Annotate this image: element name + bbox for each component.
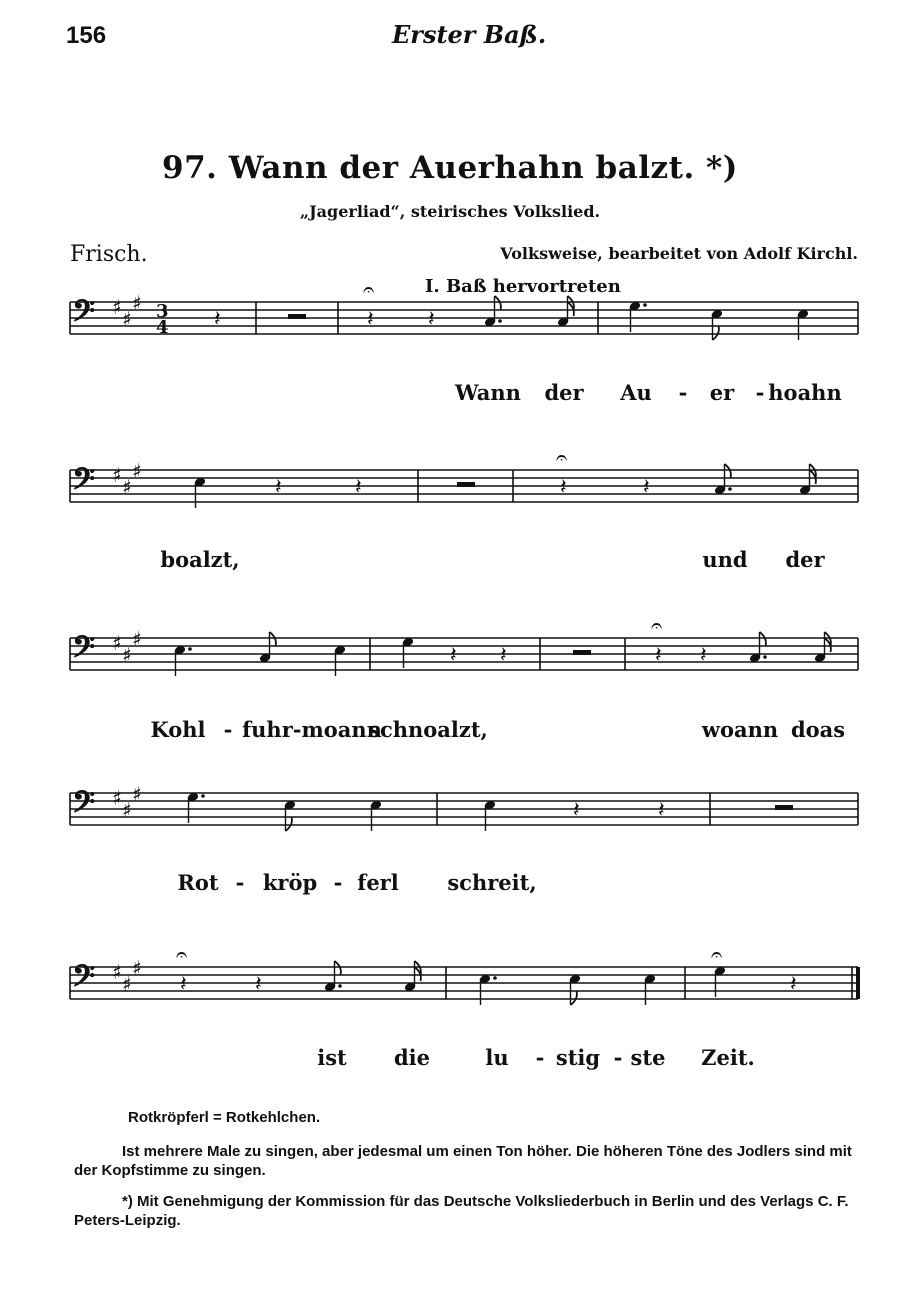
lyric-hyphen: - (235, 870, 245, 895)
quarter-rest-icon: 𝄽 (367, 307, 374, 332)
lyric-syllable: ist (317, 1045, 347, 1070)
lyric-syllable: die (393, 1045, 431, 1070)
fermata-icon: 𝄐 (176, 942, 188, 966)
sharp-icon: ♯ (122, 475, 132, 499)
lyric-syllable: schreit, (447, 870, 537, 895)
lyric-syllable: Rot (177, 870, 219, 895)
augmentation-dot (338, 984, 342, 988)
footnote-glossary: Rotkröpferl = Rotkehlchen. (128, 1109, 321, 1126)
lyric-hyphen: - (678, 380, 688, 405)
lyric-hyphen: - (333, 870, 343, 895)
sharp-icon: ♯ (112, 463, 122, 487)
sharp-icon: ♯ (132, 291, 142, 315)
quarter-rest-icon: 𝄽 (275, 475, 282, 500)
sharp-icon: ♯ (122, 307, 132, 331)
augmentation-dot (188, 647, 192, 651)
augmentation-dot (201, 794, 205, 798)
sharp-icon: ♯ (112, 786, 122, 810)
lyric-syllable: woann (701, 717, 779, 742)
lyric-syllable: schnoalzt, (368, 717, 488, 742)
fermata-icon: 𝄐 (651, 613, 663, 637)
arranger-attribution: Volksweise, bearbeitet von Adolf Kirchl. (500, 244, 858, 263)
lyric-hyphen: - (755, 380, 765, 405)
footnote-repeat-note: Ist mehrere Male zu singen, aber jedesmal um einen Ton höher. Die höheren Töne des Jodlers sind mit der Kopfstimme zu singen. (74, 1143, 852, 1179)
lyric-syllable: ferl (357, 870, 399, 895)
fermata-icon: 𝄐 (556, 445, 568, 469)
lyric-syllable: stig (555, 1045, 601, 1070)
bass-clef-icon: 𝄢 (72, 960, 96, 1001)
song-title: 97. Wann der Auerhahn balzt. *) (162, 150, 738, 186)
note-flag (713, 326, 719, 340)
lyric-syllable: der (785, 547, 825, 572)
lyric-hyphen: - (535, 1045, 545, 1070)
lyric-syllable: hoahn (768, 380, 842, 405)
augmentation-dot (763, 655, 767, 659)
quarter-rest-icon: 𝄽 (658, 798, 665, 823)
augmentation-dot (498, 319, 502, 323)
sharp-icon: ♯ (132, 782, 142, 806)
quarter-rest-icon: 𝄽 (643, 475, 650, 500)
lyric-syllable: der (544, 380, 584, 405)
quarter-rest-icon: 𝄽 (428, 307, 435, 332)
quarter-rest-icon: 𝄽 (214, 307, 221, 332)
note-flag (725, 464, 731, 478)
footnote-permission: *) Mit Genehmigung der Kommission für das Deutsche Volksliederbuch in Berlin und des Verlags C. F. Peters-Leipzig. (74, 1193, 849, 1229)
quarter-rest-icon: 𝄽 (655, 643, 662, 668)
sharp-icon: ♯ (112, 631, 122, 655)
running-head: Erster Baß. (392, 20, 547, 49)
lyric-syllable: boalzt, (160, 547, 240, 572)
performance-note: I. Baß hervortreten (425, 276, 621, 297)
whole-rest-icon (288, 314, 306, 319)
whole-rest-icon (457, 482, 475, 487)
augmentation-dot (643, 303, 647, 307)
time-signature-numerator: 3 (156, 301, 169, 322)
quarter-rest-icon: 𝄽 (560, 475, 567, 500)
bass-clef-icon: 𝄢 (72, 631, 96, 672)
lyric-hyphen: - (223, 717, 233, 742)
quarter-rest-icon: 𝄽 (180, 972, 187, 997)
whole-rest-icon (775, 805, 793, 810)
note-flag (335, 961, 341, 975)
lyric-syllable: Kohl (150, 717, 206, 742)
note-flag (286, 817, 292, 831)
note-flag (270, 632, 276, 646)
time-signature-denominator: 4 (156, 317, 169, 338)
fermata-icon: 𝄐 (363, 277, 375, 301)
bass-clef-icon: 𝄢 (72, 786, 96, 827)
augmentation-dot (493, 976, 497, 980)
lyric-syllable: lu (485, 1045, 509, 1070)
lyric-hyphen: - (613, 1045, 623, 1070)
lyric-syllable: Au (620, 380, 652, 405)
quarter-rest-icon: 𝄽 (790, 972, 797, 997)
note-flag (760, 632, 766, 646)
sharp-icon: ♯ (112, 960, 122, 984)
sharp-icon: ♯ (132, 459, 142, 483)
augmentation-dot (728, 487, 732, 491)
quarter-rest-icon: 𝄽 (500, 643, 507, 668)
lyric-syllable: er (709, 380, 735, 405)
tempo-marking: Frisch. (70, 242, 148, 267)
quarter-rest-icon: 𝄽 (255, 972, 262, 997)
sharp-icon: ♯ (122, 643, 132, 667)
song-subtitle: „Jagerliad“, steirisches Volkslied. (299, 202, 601, 221)
sharp-icon: ♯ (122, 972, 132, 996)
quarter-rest-icon: 𝄽 (450, 643, 457, 668)
lyric-syllable: doas (790, 717, 846, 742)
quarter-rest-icon: 𝄽 (355, 475, 362, 500)
sharp-icon: ♯ (132, 627, 142, 651)
lyric-syllable: fuhr-moann (242, 717, 382, 742)
quarter-rest-icon: 𝄽 (573, 798, 580, 823)
fermata-icon: 𝄐 (711, 942, 723, 966)
lyric-syllable: Zeit. (701, 1045, 755, 1070)
sharp-icon: ♯ (112, 295, 122, 319)
page-number: 156 (66, 22, 107, 49)
lyric-syllable: Wann (455, 380, 521, 405)
quarter-rest-icon: 𝄽 (700, 643, 707, 668)
whole-rest-icon (573, 650, 591, 655)
sharp-icon: ♯ (122, 798, 132, 822)
lyric-syllable: ste (630, 1045, 666, 1070)
bass-clef-icon: 𝄢 (72, 295, 96, 336)
bass-clef-icon: 𝄢 (72, 463, 96, 504)
sharp-icon: ♯ (132, 956, 142, 980)
note-flag (571, 991, 577, 1005)
lyric-syllable: kröp (262, 870, 318, 895)
note-flag (495, 296, 501, 310)
lyric-syllable: und (702, 547, 748, 572)
